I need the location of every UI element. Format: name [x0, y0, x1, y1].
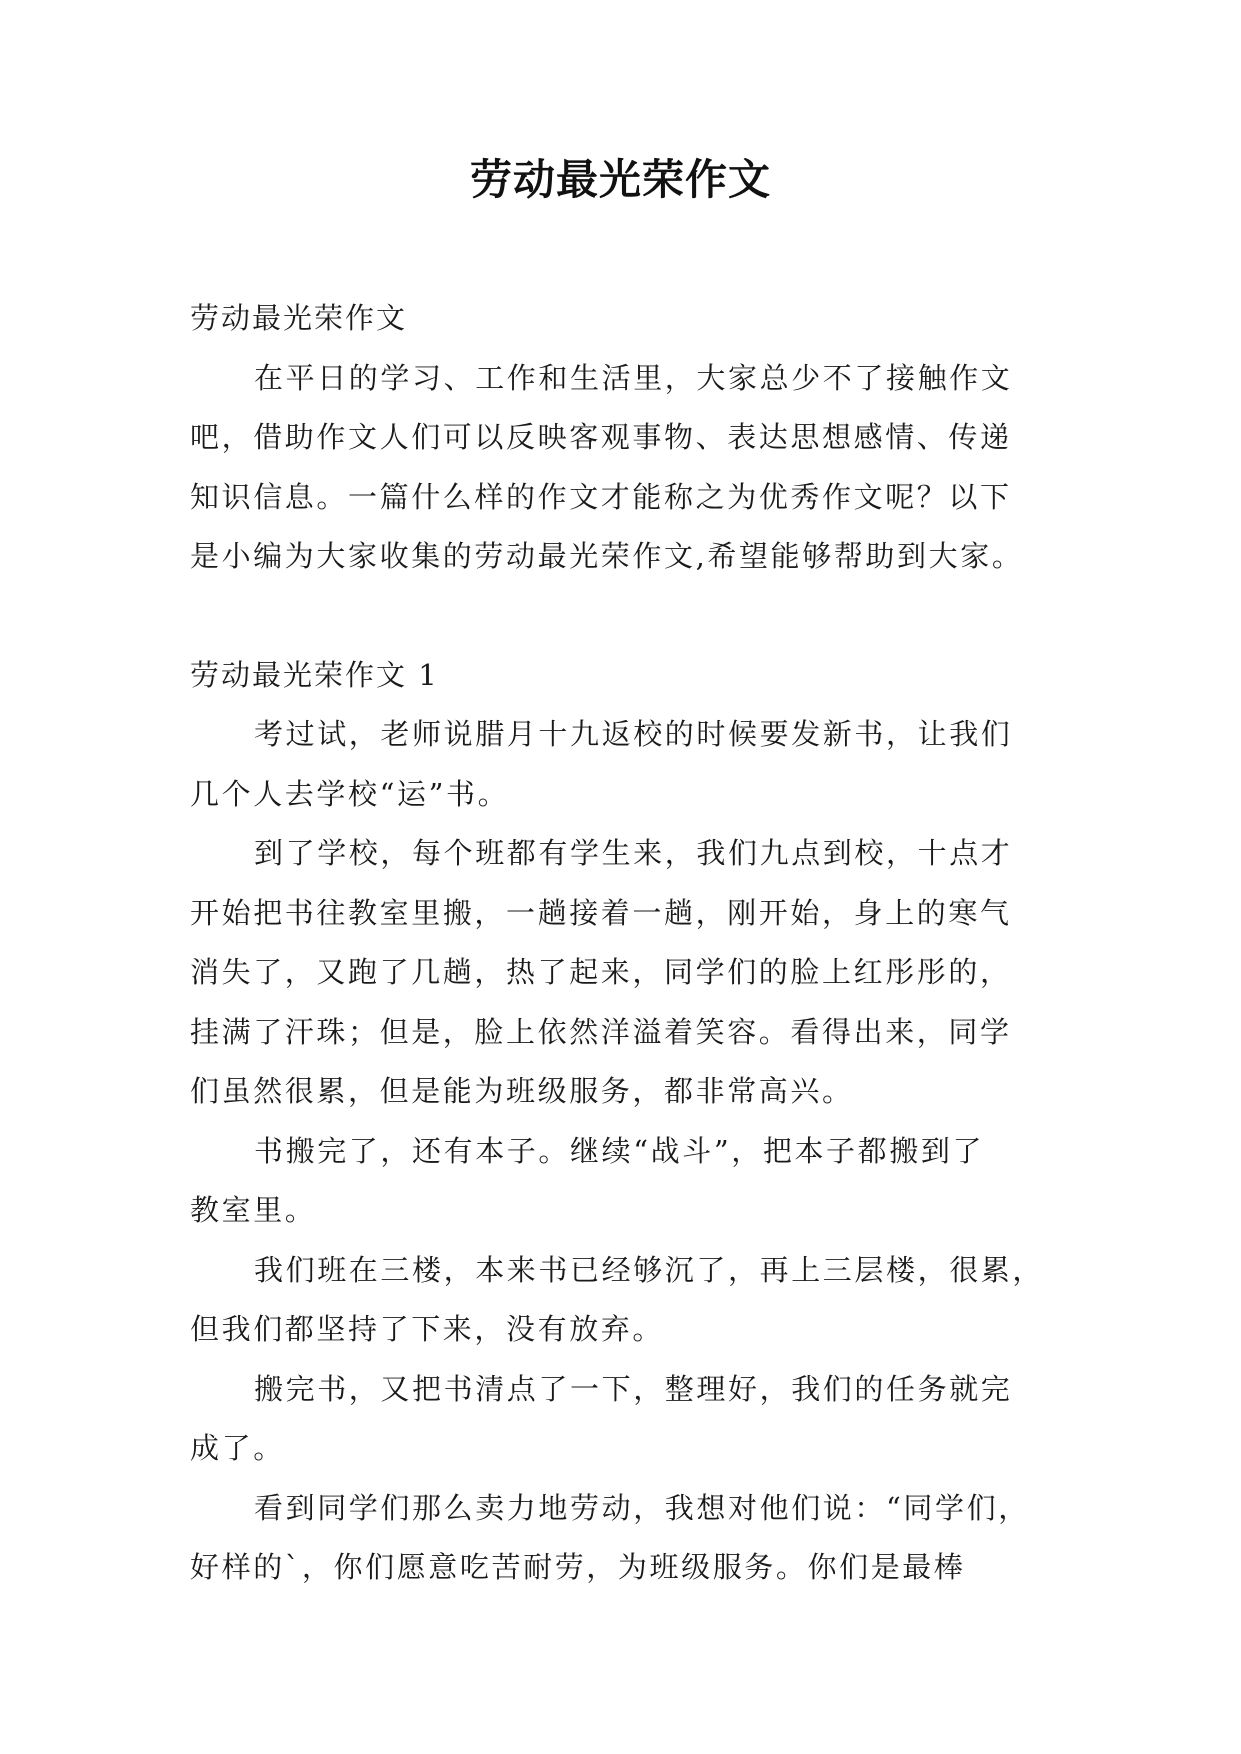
paragraph-line: 们虽然很累，但是能为班级服务，都非常高兴。	[190, 1074, 854, 1108]
paragraph-3	[190, 1122, 1050, 1241]
paragraph-line: 开始把书往教室里搬，一趟接着一趟，刚开始，身上的寒气	[190, 895, 1012, 930]
paragraph-line: 成了。	[190, 1431, 285, 1465]
paragraph-line: 挂满了汗珠；但是，脸上依然洋溢着笑容。看得出来，同学	[190, 1014, 1012, 1049]
intro-line: 在平日的学习、工作和生活里，大家总少不了接触作文	[254, 360, 1013, 395]
section-heading: 劳动最光荣作文 1	[190, 657, 439, 692]
section-gap	[190, 587, 1050, 646]
paragraph-1	[190, 705, 1050, 824]
intro-line: 是小编为大家收集的劳动最光荣作文,希望能够帮助到大家。	[190, 539, 1024, 573]
intro-paragraph	[190, 349, 1050, 587]
intro-line: 知识信息。一篇什么样的作文才能称之为优秀作文呢？以下	[190, 479, 1012, 514]
paragraph-line: 搬完书，又把书清点了一下，整理好，我们的任务就完	[254, 1371, 1013, 1406]
paragraph-6	[190, 1479, 1050, 1598]
paragraph-line: 但我们都坚持了下来，没有放弃。	[190, 1312, 665, 1346]
document-body	[190, 289, 1050, 1598]
intro-line: 吧，借助作文人们可以反映客观事物、表达思想感情、传递	[190, 420, 1012, 454]
intro-heading: 劳动最光荣作文	[190, 301, 408, 335]
paragraph-4	[190, 1241, 1050, 1360]
paragraph-5	[190, 1360, 1050, 1479]
paragraph-line: 消失了，又跑了几趟，热了起来，同学们的脸上红彤彤的，	[190, 955, 1012, 989]
paragraph-line: 考过试，老师说腊月十九返校的时候要发新书，让我们	[254, 717, 1013, 751]
paragraph-line: 教室里。	[190, 1193, 317, 1227]
paragraph-line: 书搬完了，还有本子。继续“战斗”，把本子都搬到了	[254, 1133, 985, 1168]
paragraph-line: 看到同学们那么卖力地劳动，我想对他们说：“同学们，	[254, 1490, 1030, 1525]
paragraph-2	[190, 824, 1050, 1122]
paragraph-line: 好样的`，你们愿意吃苦耐劳，为班级服务。你们是最棒	[190, 1550, 966, 1584]
paragraph-line: 到了学校，每个班都有学生来，我们九点到校，十点才	[254, 836, 1013, 870]
paragraph-line: 我们班在三楼，本来书已经够沉了，再上三层楼，很累，	[254, 1252, 1045, 1287]
document-title: 劳动最光荣作文	[469, 155, 771, 204]
paragraph-line: 几个人去学校“运”书。	[190, 776, 510, 811]
